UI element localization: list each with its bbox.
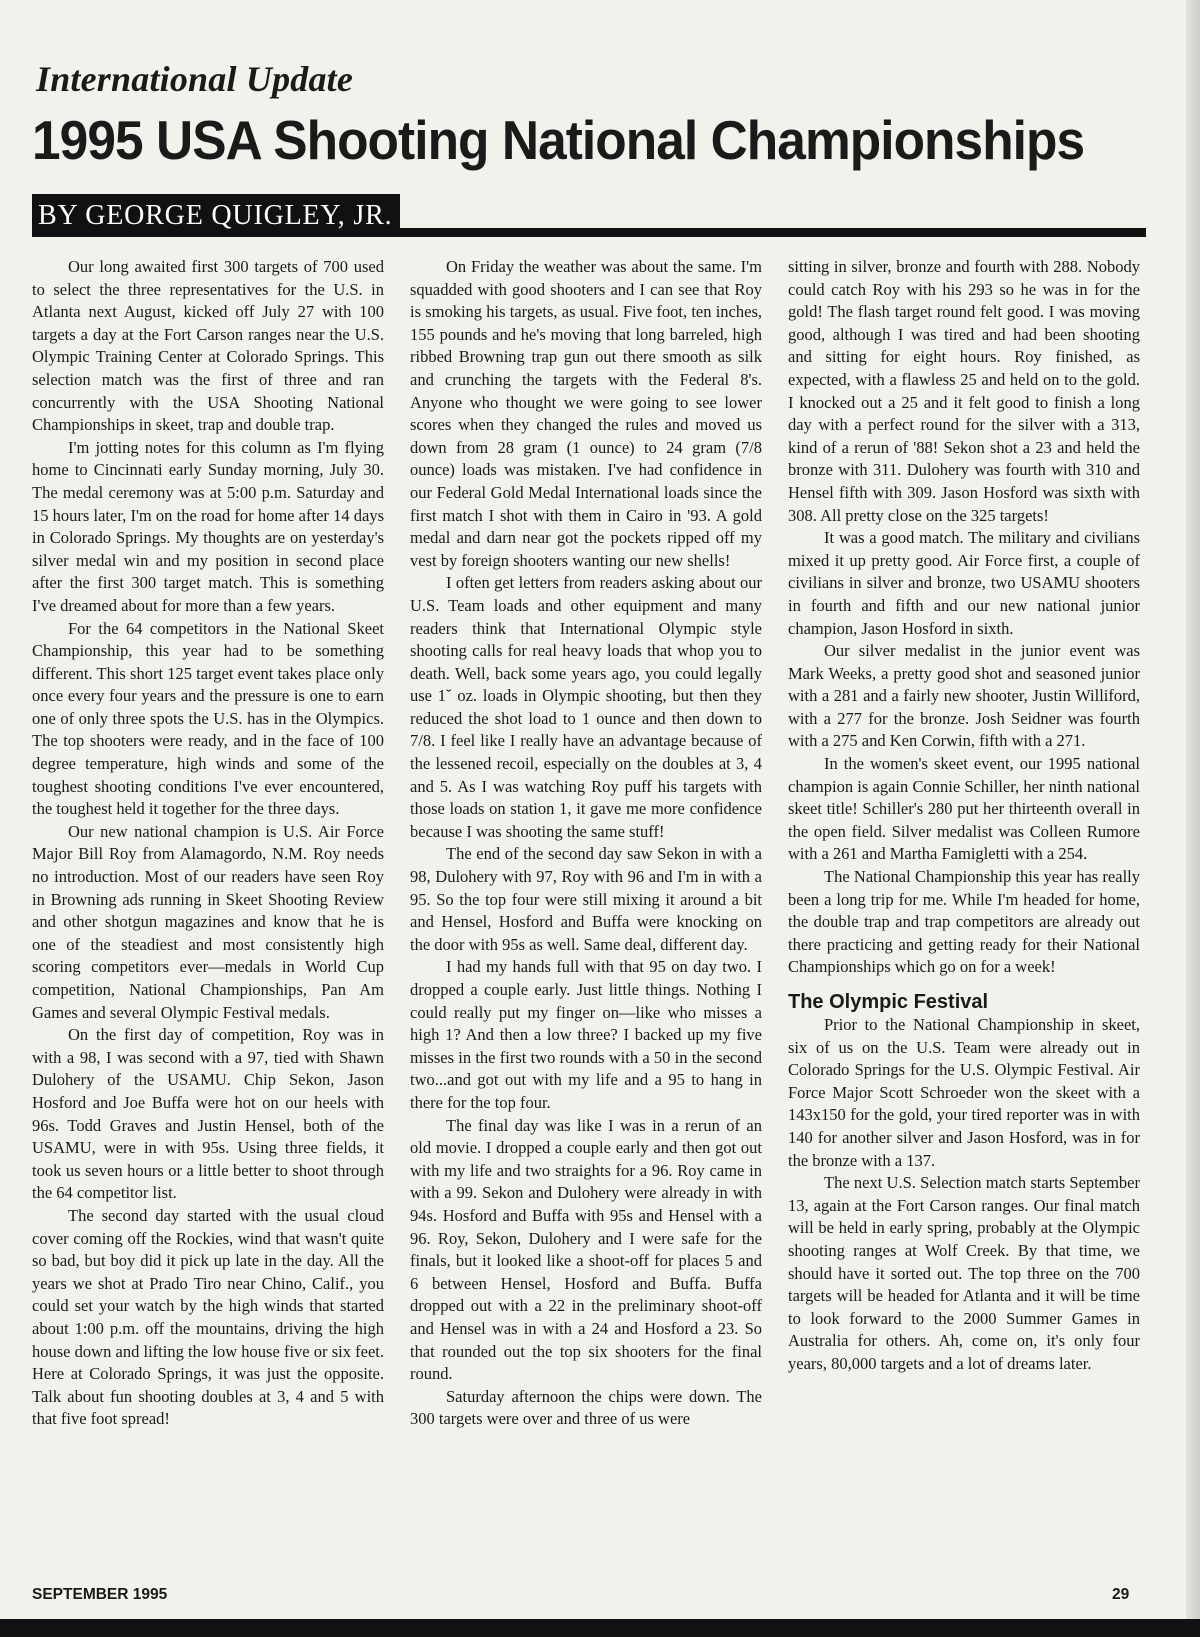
paragraph: The National Championship this year has really been a long trip for me. While I'm headed for home, the double trap and trap competitors are already out there practicing and getting ready for their National Championships which go on for a week! (788, 867, 1140, 977)
article-column-3 (788, 256, 1140, 1376)
paragraph: Our silver medalist in the junior event was Mark Weeks, a pretty good shot and seasoned junior with a 281 and a fairly new shooter, Justin Williford, with a 277 for the bronze. Josh Seidner was fourth with a 275 and Ken Corwin, fifth with a 271. (788, 641, 1140, 751)
paragraph: Prior to the National Championship in skeet, six of us on the U.S. Team were already out in Colorado Springs for the U.S. Olympic Festival. Air Force Major Scott Schroeder won the skeet with a 143x150 for the gold, your tired reporter was in with 140 for another silver and Jason Hosford, was in for the bronze with a 137. (788, 1015, 1140, 1170)
article-column-1 (32, 256, 384, 1431)
paragraph: Our new national champion is U.S. Air Force Major Bill Roy from Alamagordo, N.M. Roy needs no introduction. Most of our readers have seen Roy in Browning ads running in Skeet Shooting Review and other shotgun magazines and know that he is one of the steadiest and most consistently high scoring competitors ever—medals in World Cup competition, National Championships, Pan Am Games and several Olympic Festival medals. (32, 821, 384, 1022)
paragraph: In the women's skeet event, our 1995 national champion is again Connie Schiller, her ninth national skeet title! Schiller's 280 put her thirteenth overall in the open field. Silver medalist was Colleen Rumore with a 261 and Martha Famigletti with a 254. (788, 754, 1140, 864)
paragraph: On Friday the weather was about the same. I'm squadded with good shooters and I can see that Roy is smoking his targets, as usual. Five foot, ten inches, 155 pounds and he's moving that long barreled, high ribbed Browning trap gun out there smooth as silk and crunching the targets with the Federal 8's. Anyone who thought we were going to see lower scores when they changed the rules and moved us down from 28 gram (1 ounce) to 24 gram (7/8 ounce) loads was mistaken. I've had confidence in our Federal Gold Medal International loads since the first match I shot with them in Cairo in '93. A gold medal and darn near got the pockets ripped off my vest by foreign shooters wanting our new shells! (410, 257, 762, 570)
page-bottom-edge (0, 1619, 1200, 1637)
paragraph: The end of the second day saw Sekon in with a 98, Dulohery with 97, Roy with 96 and I'm in with a 95. So the top four were still mixing it around a bit and Hensel, Hosford and Buffa were knocking on the door with 95s as well. Same deal, different day. (410, 844, 762, 954)
paragraph: The next U.S. Selection match starts September 13, again at the Fort Carson ranges. Our final match will be held in early spring, probably at the Olympic shooting ranges at Wolf Creek. By that time, we should have it sorted out. The top three on the 700 targets will be headed for Atlanta and it will be time to look forward to the 2000 Summer Games in Australia for others. Ah, come on, it's only four years, 80,000 targets and a lot of dreams later. (788, 1173, 1140, 1373)
paragraph: Our long awaited first 300 targets of 700 used to select the three representatives for the U.S. in Atlanta next August, kicked off July 27 with 100 targets a day at the Fort Carson ranges near the U.S. Olympic Training Center at Colorado Springs. This selection match was the first of three and ran concurrently with the USA Shooting National Championships in skeet, trap and double trap. (32, 257, 384, 435)
paragraph: The second day started with the usual cloud cover coming off the Rockies, wind that wasn't quite so bad, but boy did it pick up late in the day. All the years we shot at Prado Tiro near Chino, Calif., you could set your watch by the high winds that started about 1:00 p.m. off the mountains, driving the high house down and lifting the low house five or six feet. Here at Colorado Springs, it was just the opposite. Talk about fun shooting doubles at 3, 4 and 5 with that five foot spread! (32, 1205, 384, 1429)
page-number: 29 (1112, 1586, 1130, 1603)
paragraph: On the first day of competition, Roy was in with a 98, I was second with a 97, tied with Shawn Dulohery of the USAMU. Chip Sekon, Jason Hosford and Joe Buffa were hot on our heels with 96s. Todd Graves and Justin Hensel, both of the USAMU, were in with 95s. Using three fields, it took us seven hours or a little better to shoot through the 64 competitor list. (32, 1025, 384, 1203)
page-edge (1186, 0, 1200, 1637)
paragraph: I often get letters from readers asking about our U.S. Team loads and other equipment and many readers think that International Olympic style shooting calls for real heavy loads that whop you to death. Well, back some years ago, you could legally use 1˘ oz. loads in Olympic shooting, but then they reduced the shot load to 1 ounce and then down to 7/8. I feel like I really have an advantage because of the lessened recoil, especially on the doubles at 3, 4 and 5. As I was watching Roy puff his targets with those loads on station 1, it gave me more confidence because I was shooting the same stuff! (410, 573, 762, 841)
article-column-2 (410, 256, 762, 1431)
paragraph: sitting in silver, bronze and fourth with 288. Nobody could catch Roy with his 293 so he was in for the gold! The flash target round felt good. I was moving good, although I was tired and had been shooting and sitting for eight hours. Roy finished, as expected, with a flawless 25 and held on to the gold. I knocked out a 25 and it felt good to finish a long day with a perfect round for the silver with a 313, kind of a rerun of '88! Sekon shot a 23 and held the bronze with 311. Dulohery was fourth with 310 and Hensel fifth with 309. Jason Hosford was sixth with 308. All pretty close on the 325 targets! (788, 257, 1140, 525)
paragraph: Saturday afternoon the chips were down. The 300 targets were over and three of us were (410, 1386, 762, 1429)
section-subhead: The Olympic Festival (788, 991, 989, 1013)
section-kicker: International Update (36, 59, 354, 99)
paragraph: It was a good match. The military and civilians mixed it up pretty good. Air Force first, a couple of civilians in silver and bronze, two USAMU shooters in fourth and fifth and our new national junior champion, Jason Hosford in sixth. (788, 528, 1140, 638)
byline: BY GEORGE QUIGLEY, JR. (32, 194, 400, 237)
paragraph: I had my hands full with that 95 on day two. I dropped a couple early. Just little things. Nothing I could really put my finger on—like who misses a high 1? And then a low three? I backed up my five misses in the first two rounds with a 50 in the second two...and got out with my life and a 95 to hang in there for the top four. (410, 957, 762, 1112)
issue-date: SEPTEMBER 1995 (32, 1586, 168, 1603)
paragraph: For the 64 competitors in the National Skeet Championship, this year had to be something different. This short 125 target event takes place only once every four years and the pressure is one to earn one of only three spots the U.S. has in the Olympics. The top shooters were ready, and in the face of 100 degree temperature, high winds and some of the toughest shooting conditions I've ever encountered, the toughest held it together for the three days. (32, 618, 384, 819)
paragraph: The final day was like I was in a rerun of an old movie. I dropped a couple early and then got out with my life and two straights for a 96. Roy came in with a 99. Sekon and Dulohery were already in with 94s. Hosford and Buffa with 95s and Hensel with a 96. Roy, Sekon, Dulohery and I were safe for the finals, but it looked like a shoot-off for places 5 and 6 between Hensel, Hosford and Buffa. Buffa dropped out with a 22 in the preliminary shoot-off and Hensel was in with a 24 and Hosford a 23. So that rounded out the top six shooters for the final round. (410, 1115, 762, 1384)
paragraph: I'm jotting notes for this column as I'm flying home to Cincinnati early Sunday morning, July 30. The medal ceremony was at 5:00 p.m. Saturday and 15 hours later, I'm on the road for home after 14 days in Colorado Springs. My thoughts are on yesterday's silver medal win and my position in second place after the first 300 target match. This is something I've dreamed about for more than a few years. (32, 437, 384, 615)
article-headline: 1995 USA Shooting National Championships (32, 109, 1085, 171)
